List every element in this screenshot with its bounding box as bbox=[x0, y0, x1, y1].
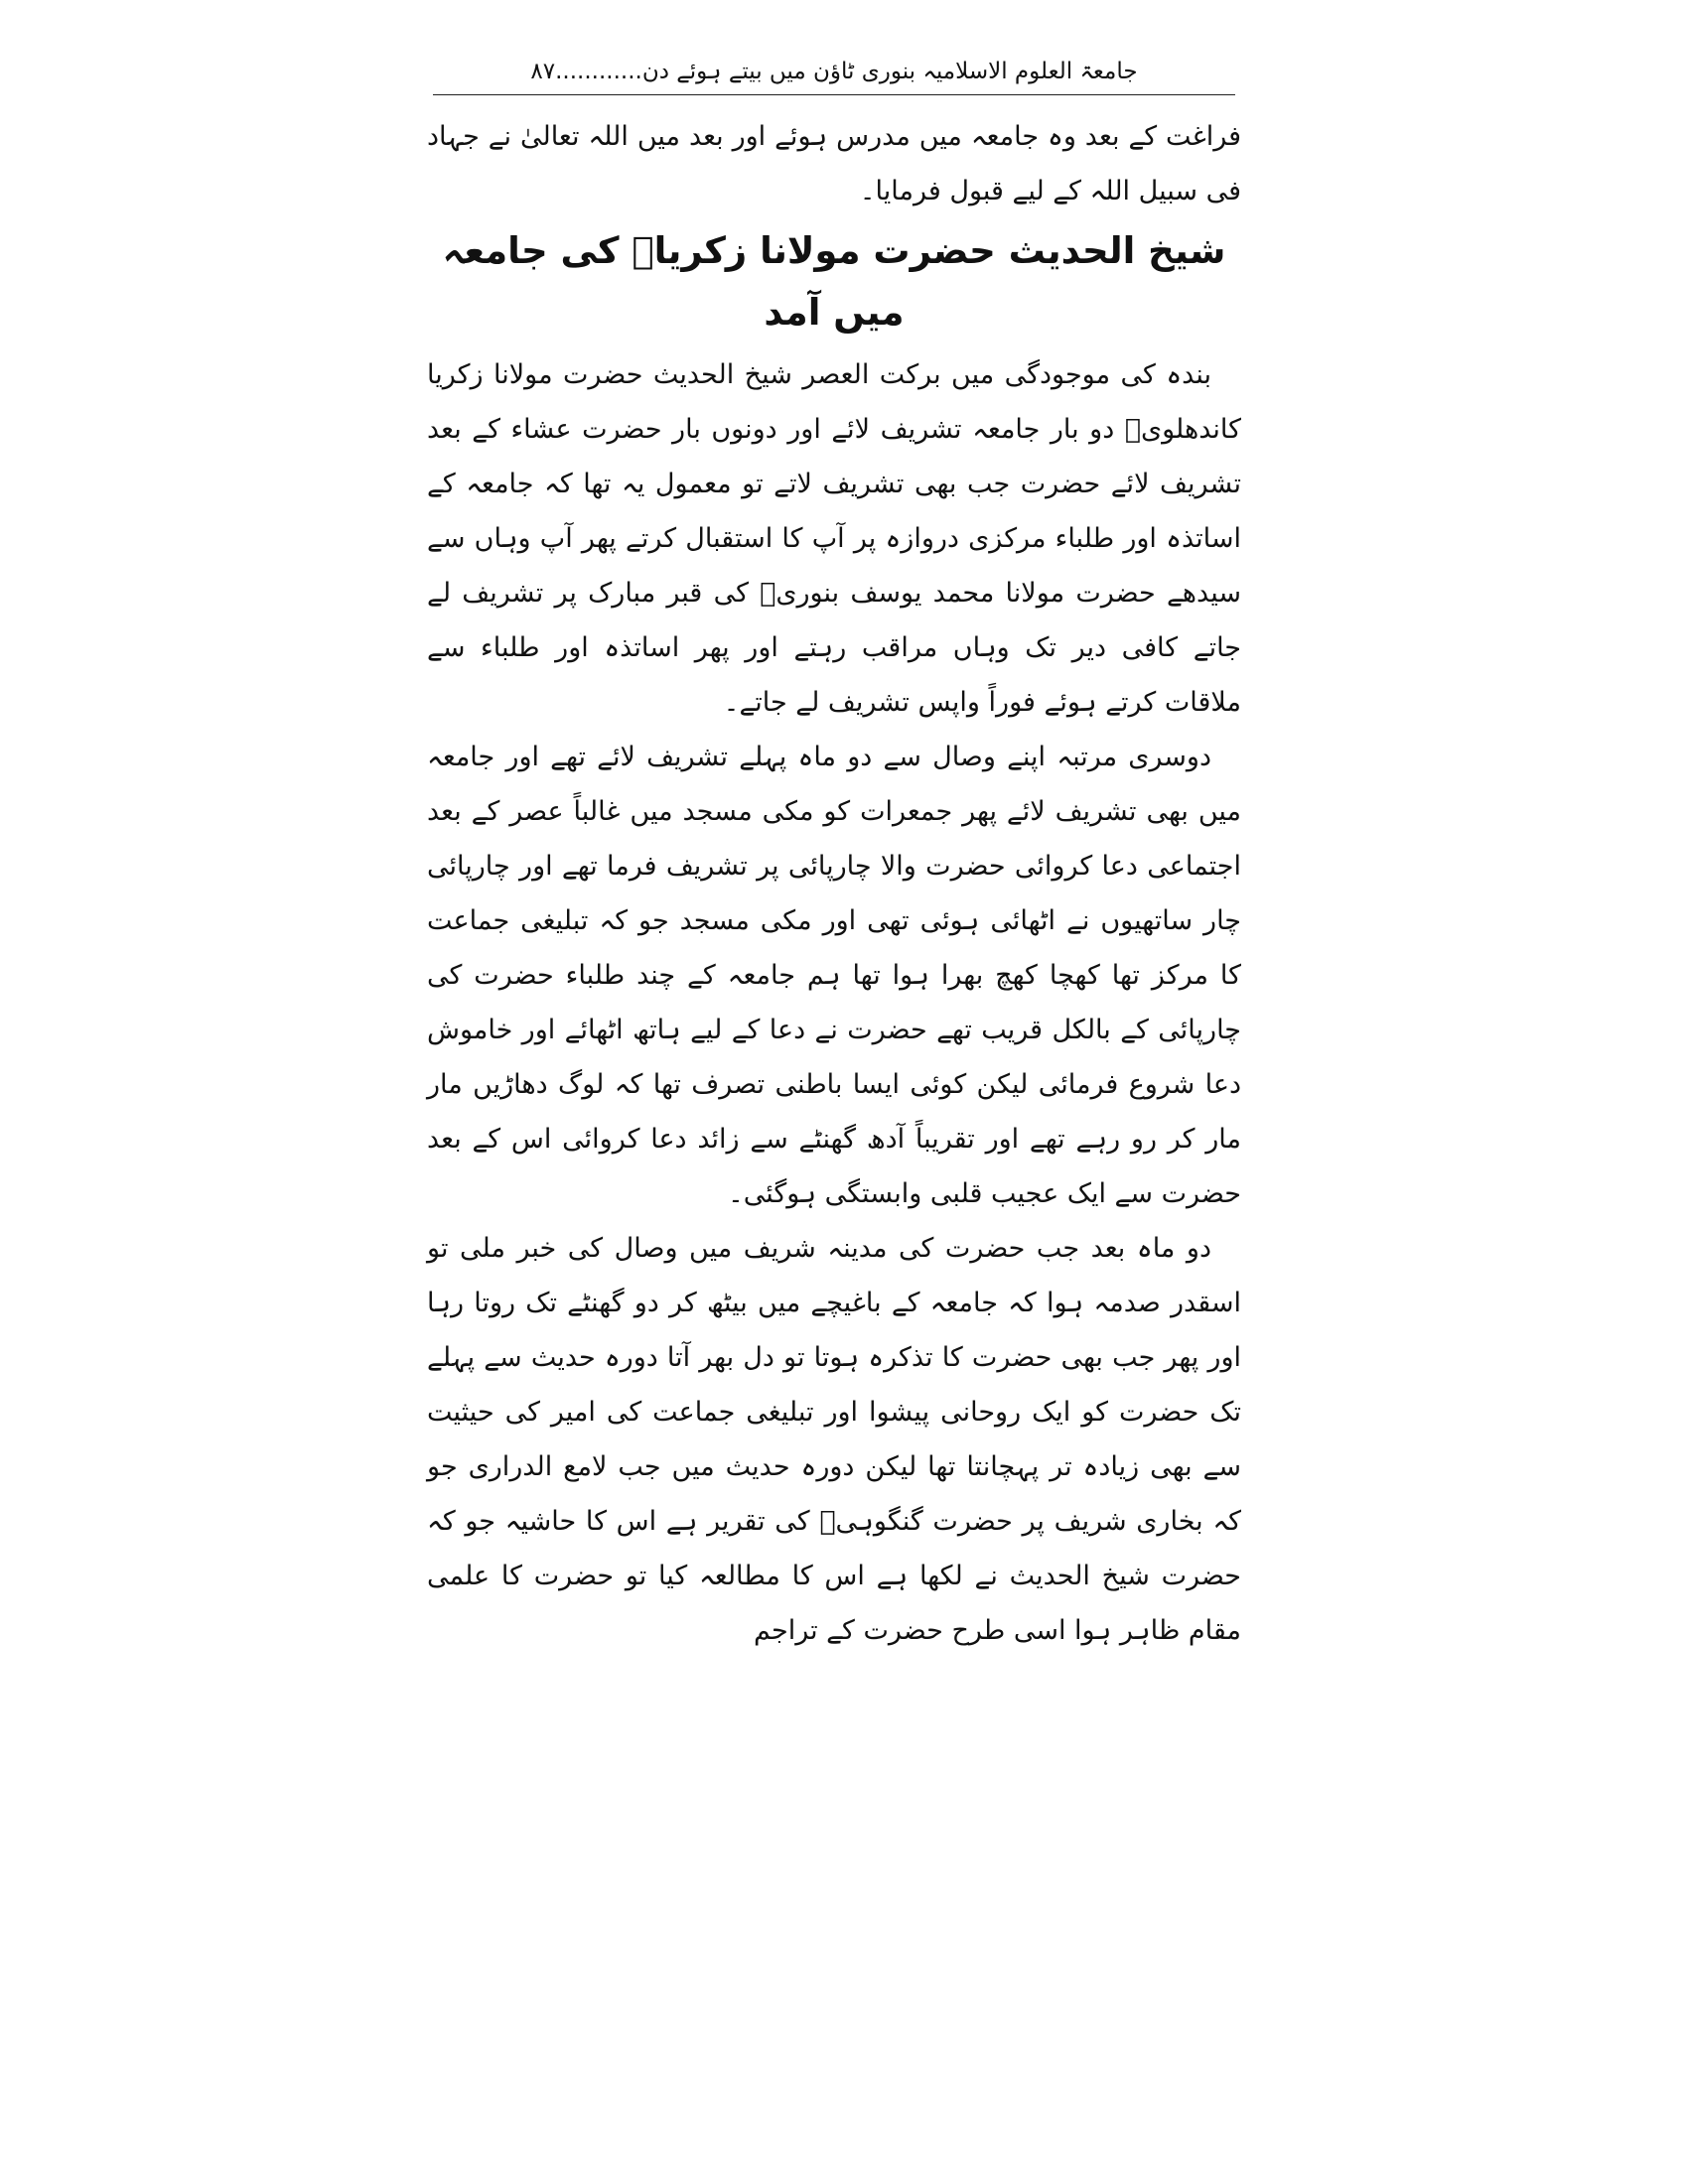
body-paragraph-3: دو ماہ بعد جب حضرت کی مدینہ شریف میں وصال کی خبر ملی تو اسقدر صدمہ ہوا کہ جامعہ کے باغیچے میں بیٹھ کر دو گھنٹے تک روتا رہا اور پھر جب بھی حضرت کا تذکرہ ہوتا تو دل بھر آتا دورہ حدیث سے پہلے تک حضرت کو ایک روحانی پیشوا اور تبلیغی جماعت کی امیر کی حیثیت سے بھی زیادہ تر پہچانتا تھا لیکن دورہ حدیث میں جب لامع الدراری جو کہ بخاری شریف پر حضرت گنگوہیؒ کی تقریر ہے اس کا حاشیہ جو کہ حضرت شیخ الحدیث نے لکھا ہے اس کا مطالعہ کیا تو حضرت کا علمی مقام ظاہر ہوا اسی طرح حضرت کے تراجم bbox=[427, 1233, 1241, 1646]
section-heading: شیخ الحدیث حضرت مولانا زکریاؒ کی جامعہ میں آمد bbox=[442, 229, 1226, 334]
intro-paragraph: فراغت کے بعد وہ جامعہ میں مدرس ہوئے اور بعد میں اللہ تعالیٰ نے جہاد فی سبیل اللہ کے لیے قبول فرمایا۔ bbox=[427, 121, 1241, 206]
page-column bbox=[427, 55, 1241, 1658]
running-header: جامعۃ العلوم الاسلامیہ بنوری ٹاؤن میں بیتے ہوئے دن............۸۷ bbox=[433, 55, 1235, 95]
body-paragraph-1: بندہ کی موجودگی میں برکت العصر شیخ الحدیث حضرت مولانا زکریا کاندھلویؒ دو بار جامعہ تشریف لائے اور دونوں بار حضرت عشاء کے بعد تشریف لائے حضرت جب بھی تشریف لاتے تو معمول یہ تھا کہ جامعہ کے اساتذہ اور طلباء مرکزی دروازہ پر آپ کا استقبال کرتے پھر آپ وہاں سے سیدھے حضرت مولانا محمد یوسف بنوریؒ کی قبر مبارک پر تشریف لے جاتے کافی دیر تک وہاں مراقب رہتے اور پھر اساتذہ اور طلباء سے ملاقات کرتے ہوئے فوراً واپس تشریف لے جاتے۔ bbox=[427, 359, 1241, 718]
body-paragraph-2: دوسری مرتبہ اپنے وصال سے دو ماہ پہلے تشریف لائے تھے اور جامعہ میں بھی تشریف لائے پھر جمعرات کو مکی مسجد میں غالباً عصر کے بعد اجتماعی دعا کروائی حضرت والا چارپائی پر تشریف فرما تھے اور چارپائی چار ساتھیوں نے اٹھائی ہوئی تھی اور مکی مسجد جو کہ تبلیغی جماعت کا مرکز تھا کھچا کھچ بھرا ہوا تھا ہم جامعہ کے چند طلباء حضرت کی چارپائی کے بالکل قریب تھے حضرت نے دعا کے لیے ہاتھ اٹھائے اور خاموش دعا شروع فرمائی لیکن کوئی ایسا باطنی تصرف تھا کہ لوگ دھاڑیں مار مار کر رو رہے تھے اور تقریباً آدھ گھنٹے سے زائد دعا کروائی اس کے بعد حضرت سے ایک عجیب قلبی وابستگی ہوگئی۔ bbox=[427, 742, 1241, 1209]
